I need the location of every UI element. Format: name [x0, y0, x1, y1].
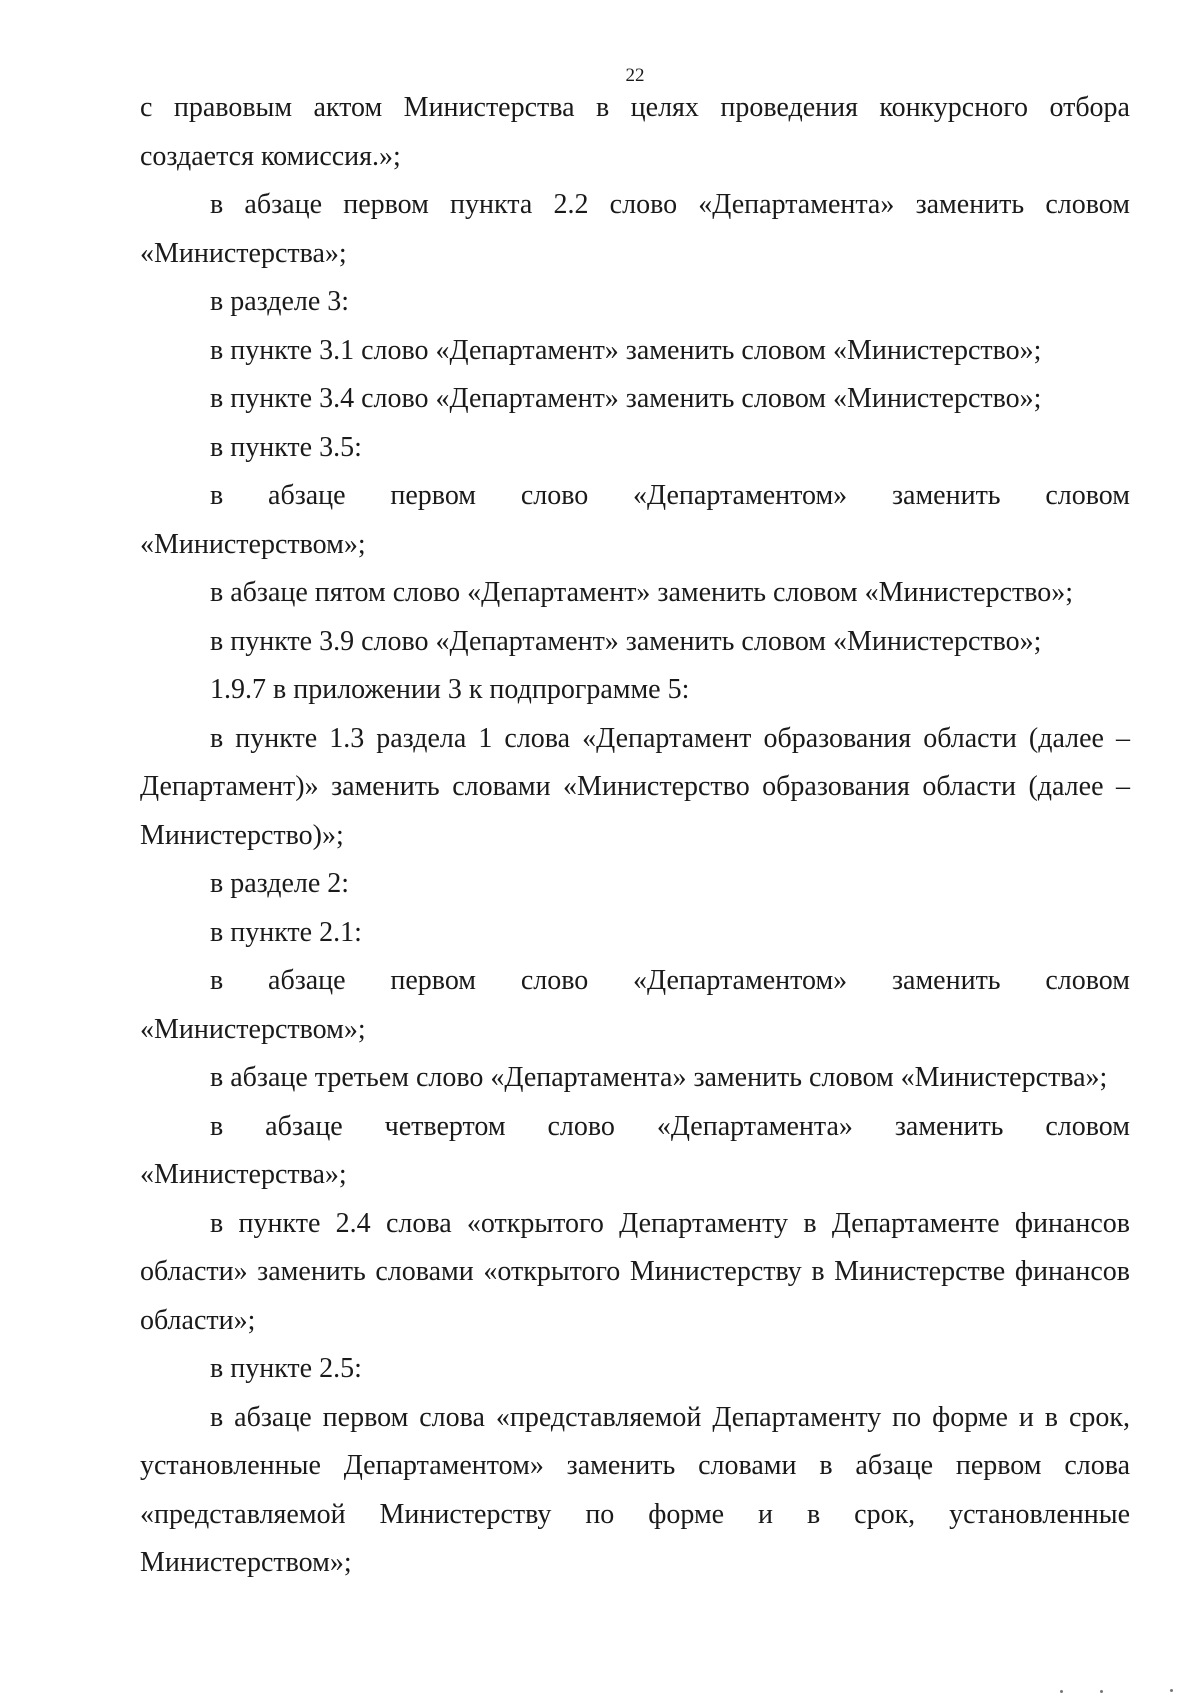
- paragraph: в пункте 3.4 слово «Департамент» заменить словом «Министерство»;: [210, 383, 1042, 414]
- paragraph: в пункте 3.1 слово «Департамент» заменить словом «Министерство»;: [210, 334, 1042, 366]
- paragraph: в абзаце пятом слово «Департамент» заменить словом «Министерство»;: [210, 577, 1074, 608]
- paragraph: в пункте 3.9 слово «Департамент» заменить словом «Министерство»;: [210, 625, 1042, 657]
- scan-speck: [1060, 1690, 1063, 1693]
- document-body: [140, 84, 1130, 1588]
- paragraph: в абзаце первом слово «Департаментом» заменить словом «Министерством»;: [140, 965, 1130, 1045]
- paragraph: с правовым актом Министерства в целях проведения конкурсного отбора создается комиссия.»;: [140, 92, 1130, 172]
- paragraph: в абзаце третьем слово «Департамента» заменить словом «Министерства»;: [210, 1062, 1108, 1093]
- paragraph: в пункте 2.5:: [210, 1353, 362, 1384]
- paragraph: в пункте 2.1:: [210, 916, 362, 948]
- paragraph: в разделе 3:: [210, 286, 350, 317]
- paragraph: в разделе 2:: [210, 868, 350, 899]
- page-number: 22: [625, 65, 645, 86]
- scan-speck: [1170, 1689, 1173, 1692]
- paragraph: в пункте 2.4 слова «открытого Департаменту в Департаменте финансов области» заменить словами «открытого Министерству в Министерстве финансов области»;: [140, 1207, 1130, 1336]
- paragraph: в пункте 1.3 раздела 1 слова «Департамент образования области (далее – Департамент)» заменить словами «Министерство образования области (далее – Министерство)»;: [140, 722, 1130, 851]
- paragraph: в абзаце первом слова «представляемой Департаменту по форме и в срок, установленные Департаментом» заменить словами в абзаце первом слова «представляемой Министерству по форме и в срок, установленные Министерством»;: [140, 1401, 1130, 1578]
- paragraph: в абзаце четвертом слово «Департамента» заменить словом «Министерства»;: [140, 1110, 1130, 1190]
- scan-speck: [1100, 1690, 1103, 1693]
- paragraph: в абзаце первом пункта 2.2 слово «Департамента» заменить словом «Министерства»;: [140, 189, 1130, 269]
- paragraph: в абзаце первом слово «Департаментом» заменить словом «Министерством»;: [140, 480, 1130, 560]
- paragraph: 1.9.7 в приложении 3 к подпрограмме 5:: [210, 674, 690, 705]
- paragraph: в пункте 3.5:: [210, 431, 362, 463]
